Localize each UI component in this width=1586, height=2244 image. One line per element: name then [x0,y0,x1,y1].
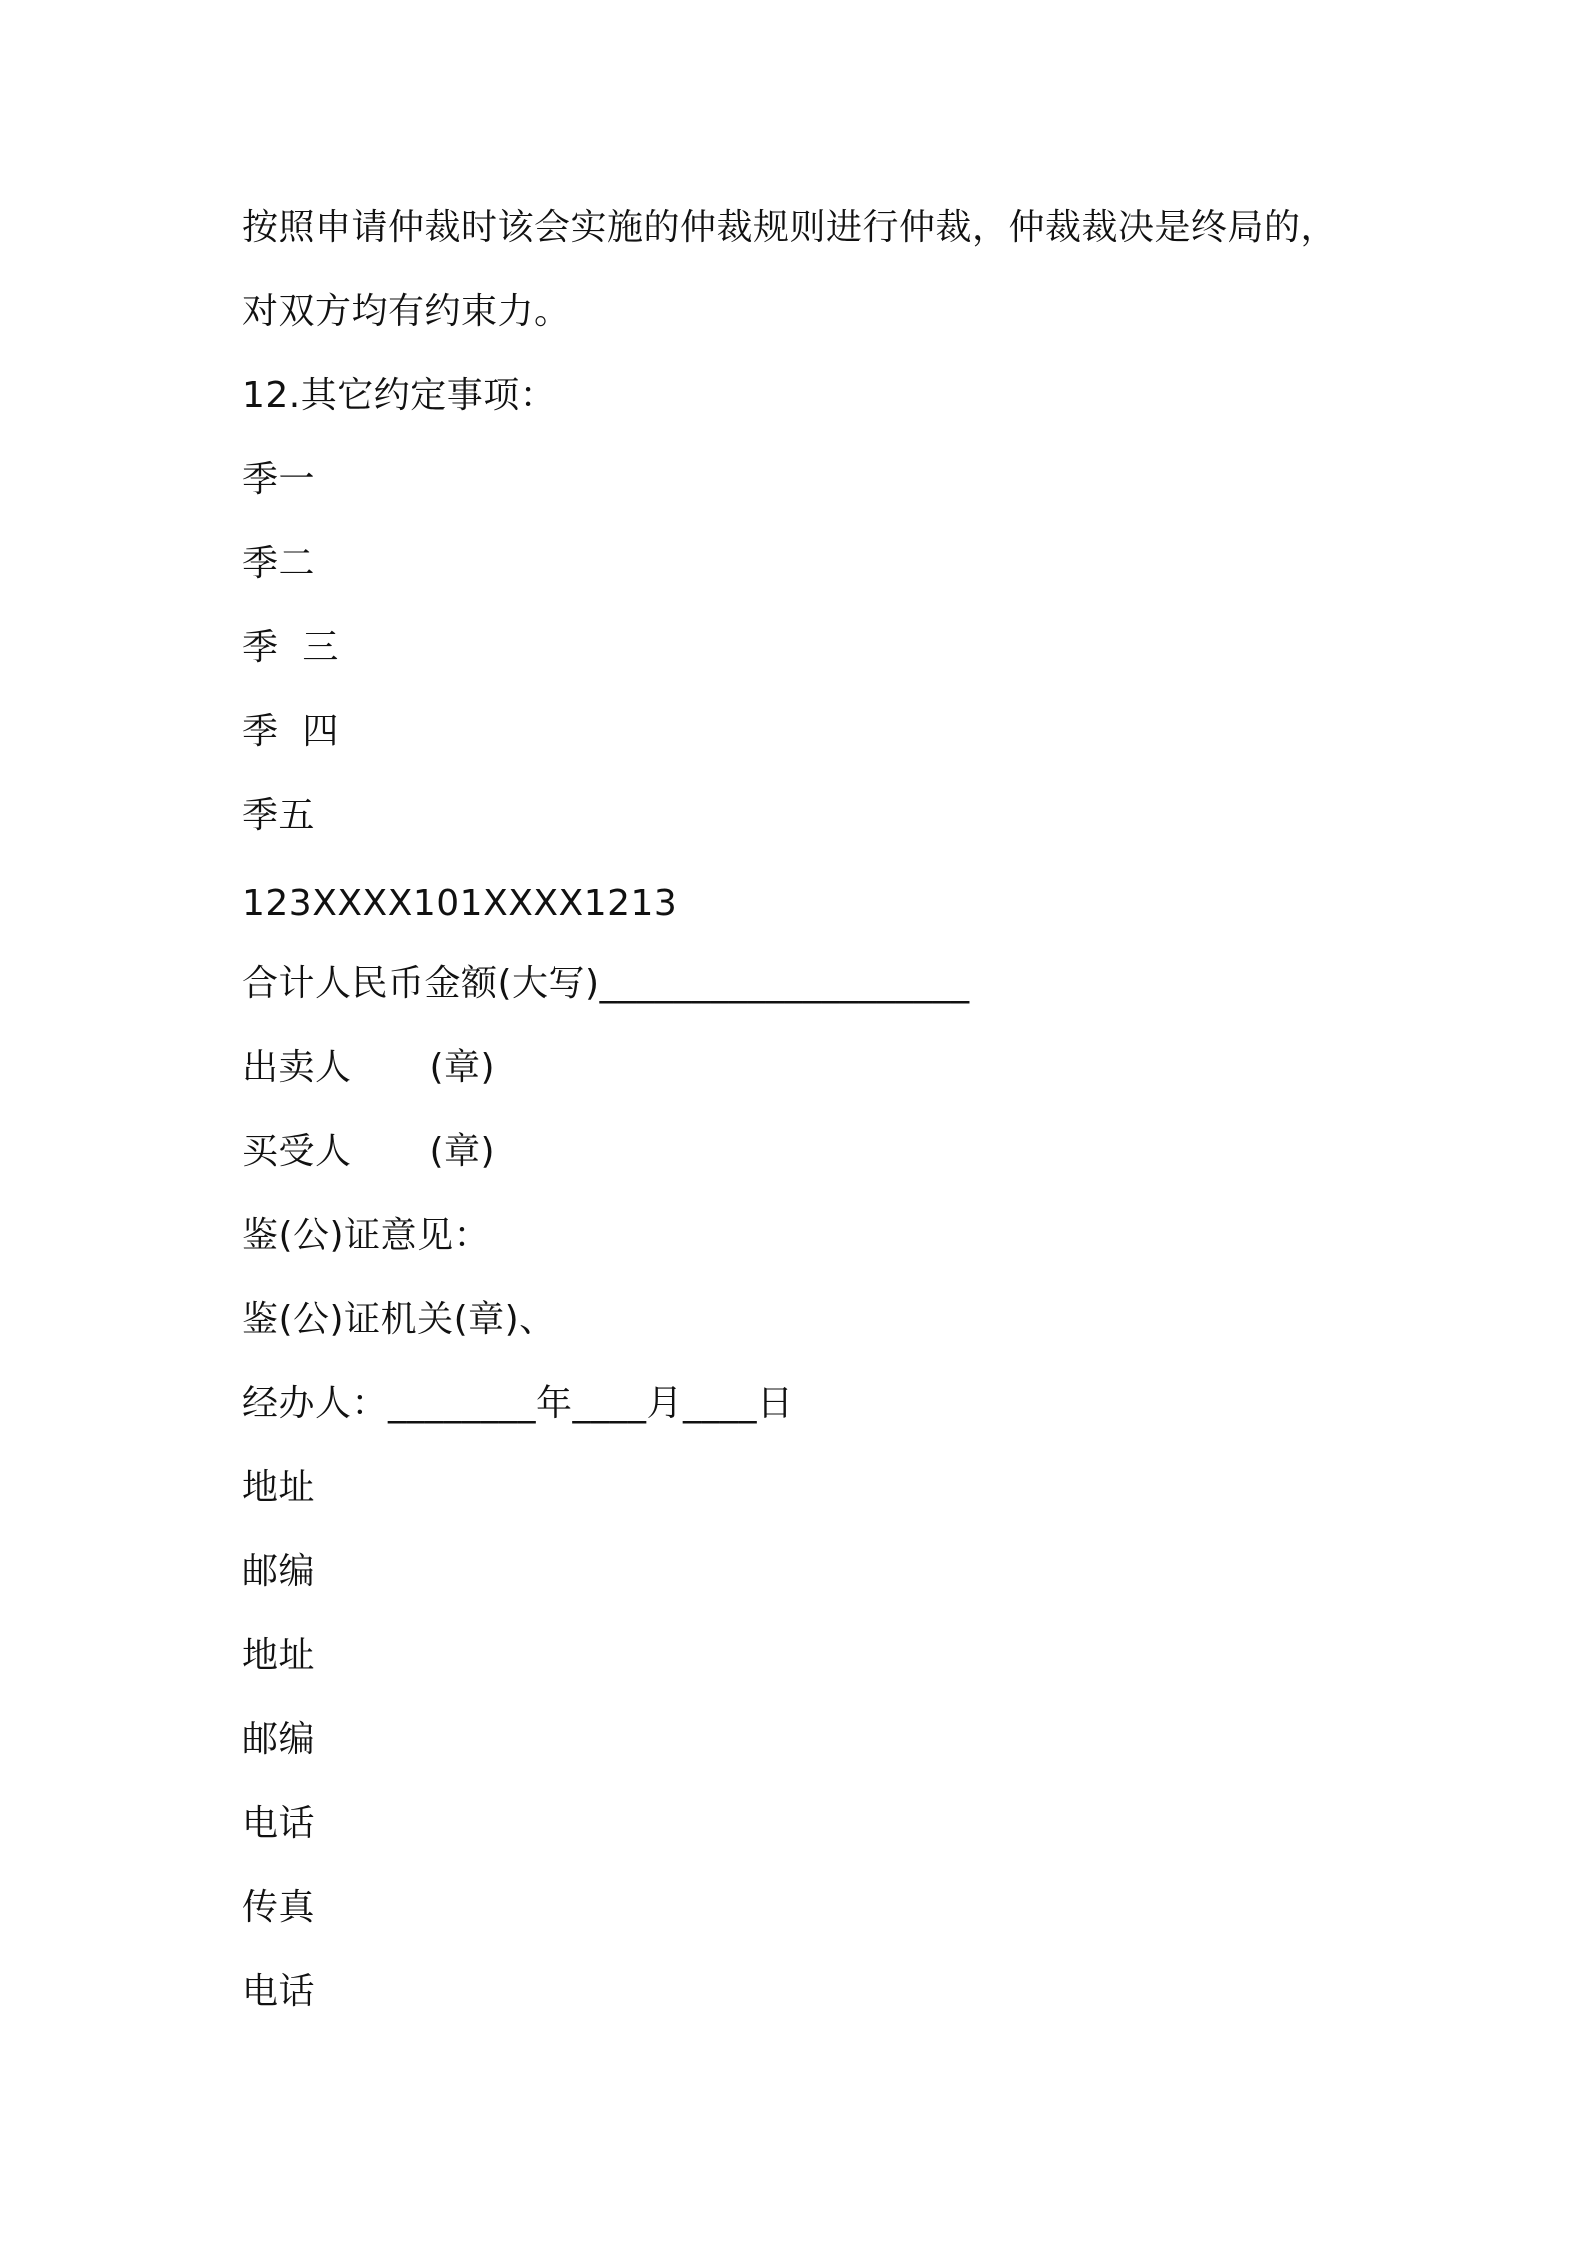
address-label-2: 地址 [242,1635,316,1676]
phone-label-1: 电话 [242,1803,316,1844]
buyer-label: 买受人 [242,1131,352,1172]
arbitration-paragraph-line-1: 按照申请仲裁时该会实施的仲裁规则进行仲裁，仲裁裁决是终局的， [242,207,1338,248]
handler-date-line: 经办人：________年____月____日 [242,1383,794,1424]
total-amount-line: 合计人民币金额(大写)____________________ [242,963,970,1004]
fax-label: 传真 [242,1887,316,1928]
buyer-seal: (章) [429,1131,496,1172]
buyer-line [242,1130,495,1174]
seller-seal: (章) [429,1047,496,1088]
season-item-2: 季二 [242,543,316,584]
postcode-label-1: 邮编 [242,1551,316,1592]
clause-12-heading: 12.其它约定事项： [242,375,557,416]
address-label-1: 地址 [242,1467,316,1508]
arbitration-paragraph-line-2: 对双方均有约束力。 [242,291,571,332]
phone-label-2: 电话 [242,1971,316,2012]
seller-line [242,1046,495,1090]
postcode-label-2: 邮编 [242,1719,316,1760]
season-item-5: 季五 [242,795,316,836]
reference-code: 123XXXX101XXXX1213 [242,883,678,924]
season-item-1: 季一 [242,459,316,500]
notary-opinion: 鉴(公)证意见： [242,1215,491,1256]
season-item-3: 季 三 [242,627,339,668]
season-item-4: 季 四 [242,711,339,752]
notary-office: 鉴(公)证机关(章)、 [242,1299,556,1340]
seller-label: 出卖人 [242,1047,352,1088]
